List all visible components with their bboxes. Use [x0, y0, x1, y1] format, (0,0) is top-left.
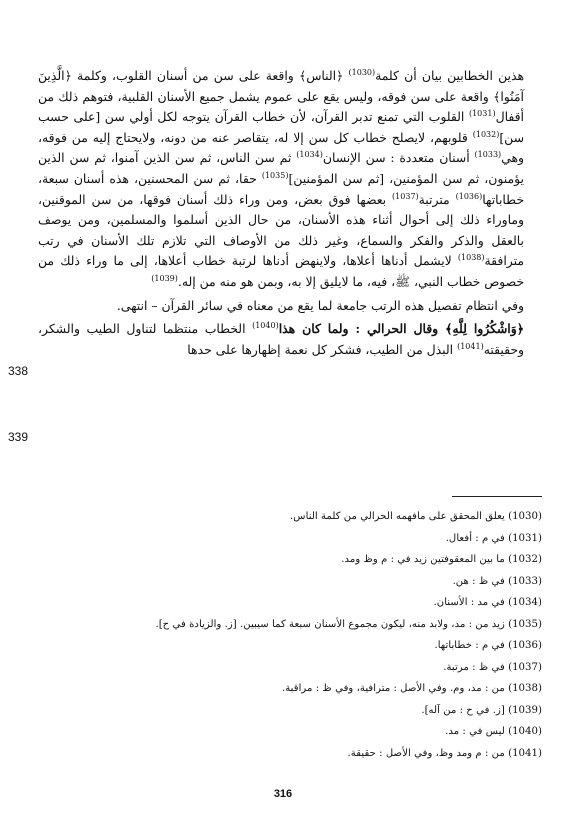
margin-number-338: 338: [8, 364, 29, 378]
text-run: ﴿الناس﴾ واقعة على سن من أسنان القلوب، وكلمة ﴿الَّذِينَ آمَنُوا﴾ واقعة على سن فوقه، وليس يقع على عموم يشمل جميع الأسنان القلبية، فتوهم ذلك من أقفال: [38, 68, 524, 125]
page-number: 316: [273, 788, 293, 800]
footnote-1031: (1031) في م : أفعال.: [445, 532, 542, 544]
main-text: [38, 66, 524, 360]
text-run: أسنان متعددة : سن الإنسان: [322, 150, 475, 166]
text-run: لايشمل أدناها أعلاها، ولاينهض أدناها لرتبة خطاب أعلاها، إلى ما وراء ذلك من خصوص خطاب النبي، ﷺ، فيه، ما لايليق إلا به، وبمن هو منه من إله.: [38, 253, 524, 289]
margin-number-339: 339: [8, 430, 29, 444]
footnote-1036: (1036) في م : خطاباتها.: [434, 640, 542, 651]
footnote-ref-1037[interactable]: (1037): [392, 191, 419, 201]
footnote-1040: (1040) ليس في : مد.: [445, 726, 542, 737]
text-run: البذل من الطيب، فشكر كل نعمة إظهارها على حدها: [187, 341, 458, 357]
text-run: القلوب التي تمنع تدبر القرآن، لأن خطاب القرآن يتوجه لكل أولي سن [على حسب سن]: [38, 109, 524, 145]
paragraph-2: [38, 296, 524, 317]
footnote-ref-1040[interactable]: (1040): [252, 321, 279, 330]
paragraph-1: [38, 66, 524, 293]
footnote-1030: (1030) يعلق المحقق على مافهمه الحرالي من كلمة الناس.: [289, 511, 542, 522]
footnote-1033: (1033) في ظ : هن.: [452, 575, 542, 587]
text-run: بعضها فوق بعض، ومن وراء ذلك أسنان فوقها، من سن الموقنين، وماوراء ذلك إلى أحوال أثناء هذه الأسنان، من حال الذين أسلموا والمسلمين، ومن يوصف بالعقل والذكر والفكر والسماع، وغير ذلك من الأوصاف التي تلازم تلك الأسنان في رتب مترافقة: [38, 191, 524, 269]
text-run: حقا، ثم سن المحسنين، هذه أسنان سبعة، خطاباتها: [38, 170, 524, 207]
text-run: مترتبة: [418, 191, 456, 207]
text-run: وفي انتظام تفصيل هذه الرتب جامعة لما يقع من معناه في سائر القرآن – انتهى.: [116, 297, 524, 313]
footnote-1041: (1041) من : م ومد وظ، وفي الأصل : حقيقة.: [347, 747, 542, 759]
footnote-1038: (1038) من : مد، وم. وفي الأصل : مترافية، وفي ظ : مراقبة.: [281, 683, 542, 694]
text-run: ﴿وَاشْكُرُوا لِلَّهِ﴾ وقال الحرالي : ولما كان هذا: [278, 321, 524, 337]
footnote-ref-1032[interactable]: (1032): [472, 129, 500, 139]
footnote-ref-1034[interactable]: (1034): [296, 150, 323, 160]
footnote-ref-1035[interactable]: (1035): [261, 170, 289, 180]
text-run: قلوبهم، لايصلح خطاب كل سن إلا له، يتقاصر عنه من دونه، ولايحتاج إليه من فوقه، وهي: [38, 129, 525, 166]
footnote-1032: (1032) ما بين المعقوفتين زيد في : م وظ ومد.: [341, 554, 542, 565]
footnote-ref-1041[interactable]: (1041): [457, 341, 484, 351]
paragraph-3: [38, 319, 524, 360]
footnote-ref-1033[interactable]: (1033): [474, 150, 502, 160]
footnote-ref-1038[interactable]: (1038): [457, 253, 485, 263]
text-run: هذين الخطابين بيان أن كلمة: [375, 68, 524, 83]
footnotes: [60, 506, 542, 764]
text-run: ثم سن الناس، ثم سن الذين آمنوا، ثم سن الذين يؤمنون، ثم سن المؤمنين، [ثم سن المؤمنين]: [38, 150, 524, 186]
text-run: الخطاب منتظما لتناول الطيب والشكر، وحقيقته: [38, 321, 524, 357]
footnote-ref-1030[interactable]: (1030): [348, 67, 376, 77]
footnote-1039: (1039) [ز. في ح : من آله].: [421, 704, 542, 716]
footnote-divider: [452, 496, 542, 497]
footnote-1034: (1034) في مد : الأسنان.: [433, 597, 542, 608]
footnote-ref-1031[interactable]: (1031): [468, 109, 496, 119]
footnote-1037: (1037) في ظ : مرتبة.: [443, 661, 542, 673]
footnote-ref-1039[interactable]: (1039): [151, 273, 178, 283]
footnote-ref-1036[interactable]: (1036): [455, 191, 483, 201]
footnote-1035: (1035) زيد من : مد، ولابد منه، ليكون مجموع الأسنان سبعة كما سيبين. [ز. والزيادة في ح].: [155, 618, 542, 630]
